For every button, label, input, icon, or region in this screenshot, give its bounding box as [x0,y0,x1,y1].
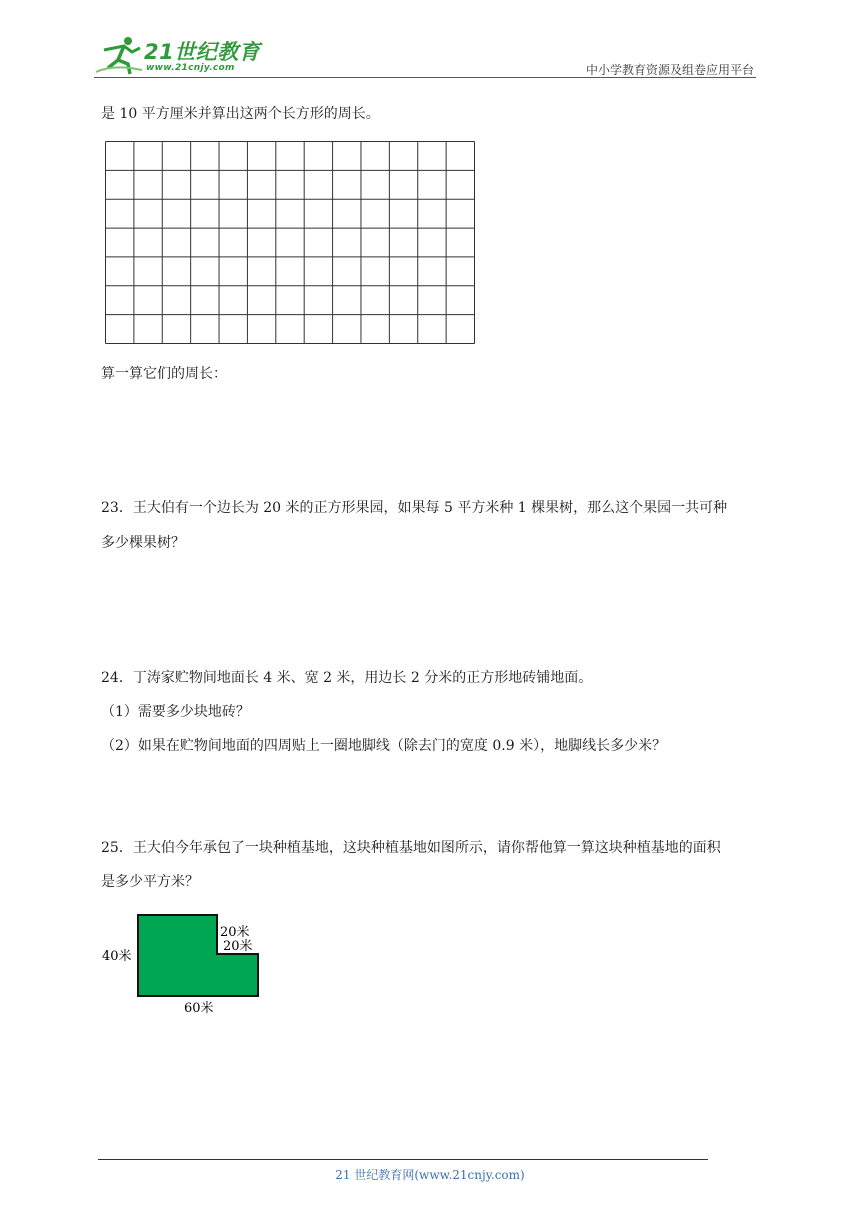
footer-link[interactable]: 21 世纪教育网(www.21cnjy.com) [335,1168,525,1182]
logo-url: www.21cnjy.com [146,63,235,73]
logo-title: 21世纪教育 [144,40,261,64]
q24-text: 24．丁涛家贮物间地面长 4 米、宽 2 米，用边长 2 分米的正方形地砖铺地面。 [101,670,593,686]
site-logo [94,34,264,78]
label-step-vertical: 20米 [220,925,250,940]
q23-text-line2: 多少棵果树？ [101,535,185,551]
q22-prompt: 算一算它们的周长： [101,366,227,382]
q23-text-line1: 23．王大伯有一个边长为 20 米的正方形果园，如果每 5 平方米种 1 棵果树，那么这个果园一共可种 [101,500,728,516]
header-divider [94,77,756,78]
label-left: 40米 [102,949,132,964]
q25-text-line2: 是多少平方米？ [101,874,199,890]
square-grid [105,141,475,344]
grid-lines [105,141,475,344]
q22-text: 是 10 平方厘米并算出这两个长方形的周长。 [101,106,380,122]
label-step-horizontal: 20米 [223,939,253,954]
runner-logo-icon [94,34,144,78]
q24-part2: （2）如果在贮物间地面的四周贴上一圈地脚线（除去门的宽度 0.9 米），地脚线长多少米？ [101,738,667,754]
q24-part1: （1）需要多少块地砖？ [101,704,250,720]
footer-divider [98,1159,708,1160]
q25-text-line1: 25．王大伯今年承包了一块种植基地，这块种植基地如图所示，请你帮他算一算这块种植基地的面积 [101,840,721,856]
header-platform-name: 中小学教育资源及组卷应用平台 [585,63,754,77]
l-shape-diagram [100,910,270,1020]
l-shaped-plot-figure [100,910,270,1020]
label-bottom: 60米 [184,1001,214,1016]
